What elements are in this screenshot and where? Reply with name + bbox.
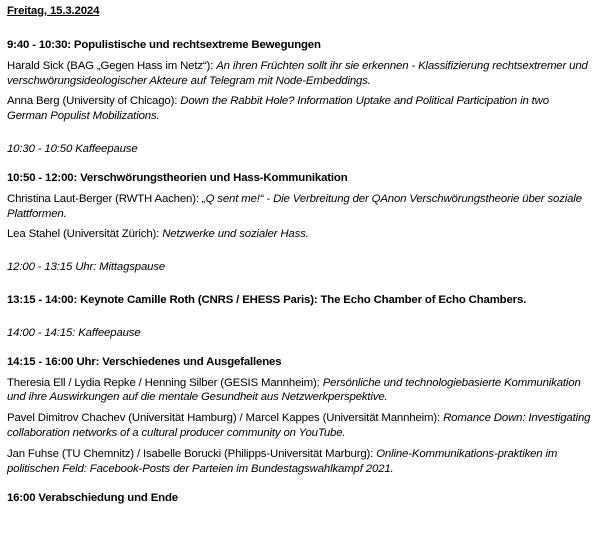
coffee-break-2: 14:00 - 14:15: Kaffeepause bbox=[7, 326, 141, 339]
lunch-break: 12:00 - 13:15 Uhr: Mittagspause bbox=[7, 261, 166, 274]
talk-fuhse bbox=[7, 447, 592, 477]
talk-title: Netzwerke und sozialer Hass. bbox=[162, 228, 309, 241]
coffee-break-1: 10:30 - 10:50 Kaffeepause bbox=[7, 143, 138, 156]
talk-authors: Jan Fuhse (TU Chemnitz) / Isabelle Borucki (Philipps-Universität Marburg): bbox=[7, 447, 377, 460]
session-conspiracy bbox=[7, 171, 592, 242]
talk-authors: Lea Stahel (Universität Zürich): bbox=[7, 228, 163, 241]
session-populism bbox=[7, 38, 592, 124]
talk-title: Online-Kommunikations-praktiken im politischen Feld: Facebook-Posts der Parteien im Bundestagswahlkampf 2021. bbox=[7, 447, 558, 475]
closing: 16:00 Verabschiedung und Ende bbox=[7, 491, 178, 504]
talk-sick bbox=[7, 59, 592, 89]
talk-ell bbox=[7, 376, 592, 406]
talk-title: „Q sent me!“ - Die Verbreitung der QAnon Verschwörungstheorie über soziale Plattformen. bbox=[7, 192, 582, 220]
keynote: 13:15 - 14:00: Keynote Camille Roth (CNRS / EHESS Paris): The Echo Chamber of Echo Chambers. bbox=[7, 294, 527, 307]
session-title: 10:50 - 12:00: Verschwörungstheorien und Hass-Kommunikation bbox=[7, 171, 348, 184]
session-title: 14:15 - 16:00 Uhr: Verschiedenes und Ausgefallenes bbox=[7, 355, 282, 368]
talk-stahel bbox=[7, 227, 592, 242]
talk-authors: Theresia Ell / Lydia Repke / Henning Silber (GESIS Mannheim): bbox=[7, 376, 323, 389]
talk-berg bbox=[7, 94, 592, 124]
talk-title: An ihren Früchten sollt ihr sie erkennen - Klassifizierung rechtsextremer und verschwörungsideologischer Akteure auf Telegram mit Node-Embeddings. bbox=[7, 59, 588, 87]
talk-title: Romance Down: Investigating collaboration networks of a cultural producer community on YouTube. bbox=[7, 412, 591, 440]
talk-authors: Pavel Dimitrov Chachev (Universität Hamburg) / Marcel Kappes (Universität Mannheim): bbox=[7, 412, 444, 425]
talk-title: Persönliche und technologiebasierte Kommunikation und ihre Auswirkungen auf die mentale Gesundheit aus Netzwerkperspektive. bbox=[7, 376, 581, 404]
talk-title: Down the Rabbit Hole? Information Uptake and Political Participation in two German Populist Mobilizations. bbox=[7, 95, 549, 123]
session-miscellaneous bbox=[7, 355, 592, 477]
talk-authors: Harald Sick (BAG „Gegen Hass im Netz“): bbox=[7, 59, 217, 72]
talk-authors: Christina Laut-Berger (RWTH Aachen): bbox=[7, 192, 202, 205]
day-heading: Freitag, 15.3.2024 bbox=[7, 5, 100, 17]
talk-authors: Anna Berg (University of Chicago): bbox=[7, 95, 181, 108]
session-title: 9:40 - 10:30: Populistische und rechtsextreme Bewegungen bbox=[7, 39, 321, 51]
talk-chachev bbox=[7, 411, 592, 441]
talk-laut-berger bbox=[7, 192, 592, 222]
